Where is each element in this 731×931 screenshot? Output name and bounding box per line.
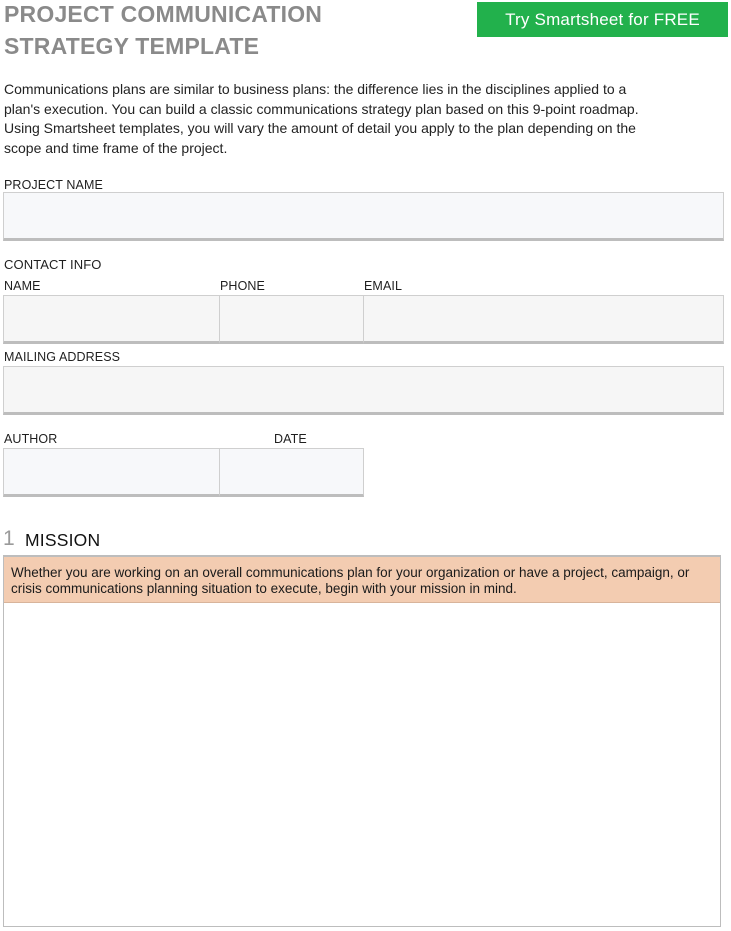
mission-text-area[interactable] xyxy=(4,603,720,925)
project-name-label: PROJECT NAME xyxy=(4,178,103,192)
contact-info-heading: CONTACT INFO xyxy=(4,257,102,272)
mission-section-title: MISSION xyxy=(25,530,101,550)
mailing-address-label: MAILING ADDRESS xyxy=(4,350,121,364)
project-name-input[interactable] xyxy=(3,192,724,241)
date-input[interactable] xyxy=(219,448,364,497)
contact-email-label: EMAIL xyxy=(364,279,403,293)
contact-name-label: NAME xyxy=(4,279,41,293)
author-input[interactable] xyxy=(3,448,220,497)
mission-box xyxy=(3,555,721,927)
mission-section-number: 1 xyxy=(3,527,15,550)
try-smartsheet-button[interactable]: Try Smartsheet for FREE xyxy=(477,2,728,37)
contact-phone-label: PHONE xyxy=(220,279,265,293)
contact-phone-input[interactable] xyxy=(219,295,364,344)
page-title: PROJECT COMMUNICATION STRATEGY TEMPLATE xyxy=(4,1,323,59)
contact-name-input[interactable] xyxy=(3,295,220,344)
mailing-address-input[interactable] xyxy=(3,366,724,415)
intro-paragraph: Communications plans are similar to business plans: the difference lies in the disciplines applied to a plan's execution. You can build a classic communications strategy plan based on this 9-point roadmap. Using Smartsheet templates, you will vary the amount of detail you apply to the plan depending on the scope and time frame of the project. xyxy=(4,81,639,156)
author-label: AUTHOR xyxy=(4,432,58,446)
date-label: DATE xyxy=(274,432,307,446)
contact-email-input[interactable] xyxy=(363,295,724,344)
mission-instructions: Whether you are working on an overall communications plan for your organization or have a project, campaign, or crisis communications planning situation to execute, begin with your mission in mind. xyxy=(4,557,720,603)
